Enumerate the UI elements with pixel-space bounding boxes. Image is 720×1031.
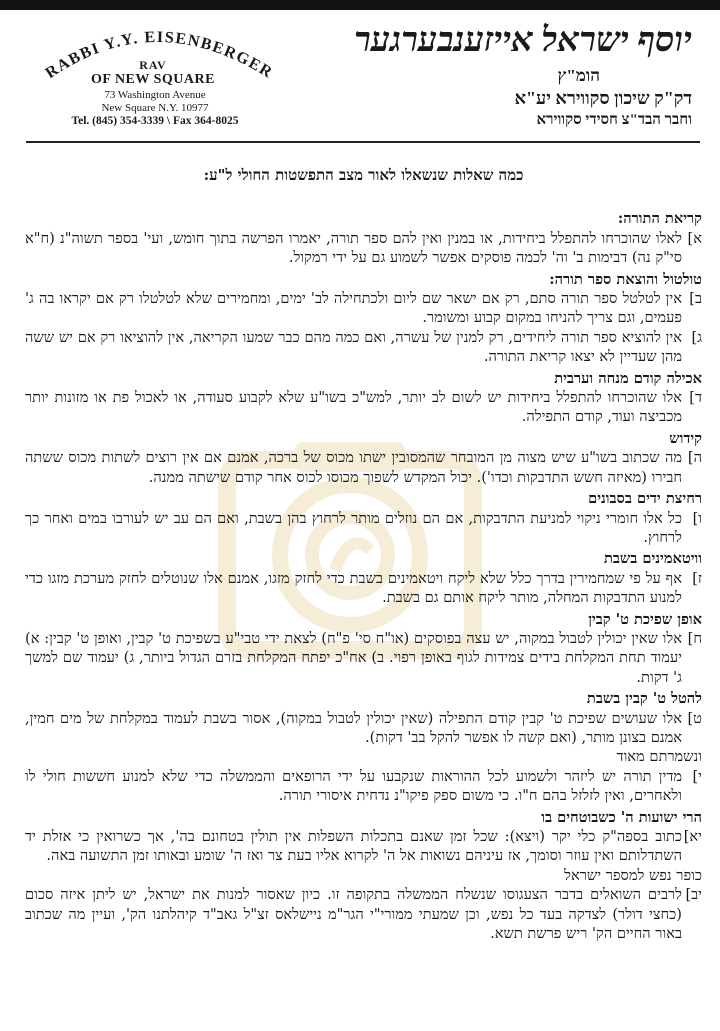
paragraph (25, 767, 702, 806)
paragraph-marker: ו] (692, 509, 702, 527)
section-title: אופן שפיכת ט' קבין (588, 610, 702, 628)
paragraph (25, 229, 702, 268)
english-address-line2: New Square N.Y. 10977 (101, 102, 209, 114)
paragraph-marker: יב] (685, 886, 702, 904)
section-title: קידוש (669, 429, 702, 447)
paragraph-marker: ט] (687, 709, 702, 727)
paragraph-text: אלו שהוכרחו להתפלל ביחידות יש לשום לב יותר, למש"כ בשו"ע שלא לקבוע סעודה, או לאכול פת או מזונות יותר מכביצה ועוד, קודם התפילה. (25, 389, 682, 426)
hebrew-member: וחבר הבד"צ חסידי סקווירא (536, 112, 692, 128)
top-bar (0, 0, 720, 10)
hebrew-position: דק"ק שיכון סקווירא יע"א (514, 88, 692, 108)
english-town: OF NEW SQUARE (91, 72, 215, 87)
hebrew-title: הומ"ץ (557, 66, 600, 85)
paragraph (25, 569, 702, 608)
paragraph-marker: ג] (691, 328, 702, 346)
paragraph-marker: י] (692, 767, 702, 785)
paragraph (25, 509, 702, 548)
paragraph-text: מדין תורה יש ליזהר ולשמוע לכל ההוראות שנקבעו על ידי הרופאים והממשלה כדי שלא למנוע חששות חולי לו ולאחרים, ואין לזלזל בהם ח"ו. כי משום ספק פיקו"נ נדחית איסורי תורה. (25, 767, 682, 805)
paragraph-marker: ב] (689, 290, 702, 308)
english-letterhead (40, 18, 290, 138)
letterhead-divider (26, 141, 700, 143)
hebrew-letterhead (354, 16, 692, 138)
section-title: אכילה קודם מנחה וערבית (554, 369, 702, 387)
paragraph-marker: ה] (687, 449, 702, 467)
paragraph-text: כל אלו חומרי ניקוי למניעת התדבקות, אם הם נוזלים מותר לרחוץ בהן בשבת, ואם הם עב יש לעורבו במים ואחר כך לרחוץ. (25, 509, 682, 546)
paragraph (25, 827, 702, 866)
english-name: RABBI Y.Y. EISENBERGER (42, 28, 277, 78)
paragraph-text: כתוב בספה"ק כלי יקר (ויצא): שכל זמן שאנם בתכלות השפלות אין תולין בטחונם בה', אך כשרואין כי אזלת יד השתדלותם ואין עוזר וסומך, אז עיניהם נשואות אל ה' לקרוא אליו בעת צר ואז ה' שומע ובאותו זמן התשועה באה. (25, 828, 682, 865)
paragraph-marker: ז] (692, 569, 702, 587)
english-phone-fax: Tel. (845) 354-3339 \ Fax 364-8025 (71, 115, 239, 127)
paragraph-marker: א] (687, 229, 702, 247)
section-subtitle: כופר נפש למספר ישראל (564, 866, 702, 884)
section-title: רחיצת ידים בסבונים (588, 490, 702, 508)
section-title: טולטול והוצאת ספר תורה: (549, 270, 702, 288)
paragraph-marker: ח] (687, 629, 702, 647)
paragraph (25, 289, 702, 328)
document-title: כמה שאלות שנשאלו לאור מצב התפשטות החולי ל"ע: (203, 166, 524, 184)
section-title: הרי ישועות ה' כשבוטחים בו (541, 808, 702, 826)
hebrew-name: יוסף ישראל אייזענבערגער (354, 22, 692, 59)
section-title: להטל ט' קבין בשבת (586, 690, 702, 708)
document-body (25, 166, 702, 943)
paragraph (25, 629, 702, 687)
letterhead (0, 10, 720, 142)
paragraph-text: מה שכתוב בשו"ע שיש מצוה מן המובחר שהמסובין ישתו מכוס של ברכה, אמנם אם אין רוצים לשתות מכוס ששתה חבירו (מאיזה חשש התדבקות וכדו'). יכול המקדש לשפוך מכוסו לכוס אחר קודם שישתה ממנה. (25, 449, 682, 486)
section-subtitle: ונשמרתם מאוד (616, 748, 702, 766)
paragraph-text: אין לטלטל ספר תורה סתם, רק אם ישאר שם ליום ולכתחילה לב' ימים, ומחמירים שלא לטלטלו רק אם יקראו בה ג' פעמים, וגם צריך להניחו במקום קבוע ומשומר. (25, 290, 682, 327)
paragraph (25, 388, 702, 427)
paragraph (25, 328, 702, 367)
paragraph-text: לאלו שהוכרחו להתפלל ביחידות, או במנין ואין להם ספר תורה, יאמרו הפרשה בתוך חומש, ועי' בספר תשוה"נ (ח"א סי"ק נה) דבימות ב' וה' לכמה פוסקים אפשר לשמוע גם על ידי רמקול. (25, 229, 682, 267)
paragraph-text: אף על פי שמחמירין בדרך כלל שלא ליקח ויטאמינים בשבת כדי לחזק מזגו, אמנם אלו שנוטלים לחזק מערכת מזגו כדי למנוע התדבקות המחלה, מותר ליקח אותם גם בשבת. (25, 569, 682, 607)
paragraph-text: לרבים השואלים בדבר הצעגוסו שנשלח הממשלה בתקופה זו. כיון שאסור למנות את ישראל, יש ליתן איזה סכום (כחצי דולר) לצדקה בעד כל נפש, וכן שמעתי ממורי"י הגר"מ ניישלאס זצ"ל גאב"ד קיהלתנו הק', ועיין מה שכתוב באור החיים הק' ריש פרשת תשא. (25, 886, 682, 943)
paragraph-marker: יא] (683, 828, 702, 845)
english-rav: RAV (139, 58, 167, 72)
paragraph (25, 709, 702, 748)
paragraph-text: אלו שעושים שפיכת ט' קבין קודם התפילה (שאין יכולין לטבול במקוה), אסור בשבת לעמוד במקלחת של מים חמין, אמנם בצונן מותר, (ואם קשה לו אפשר להקל בב' דקות). (25, 709, 682, 746)
paragraph-text: אין להוציא ספר תורה ליחידים, רק למנין של עשרה, ואם כמה מהם כבר שמעו הקריאה, אין להוציאו רק אם יש ששה מהן שעדיין לא יצאו קריאת התורה. (25, 328, 682, 366)
english-address-line1: 73 Washington Avenue (104, 89, 206, 101)
section-title: קריאת התורה: (617, 210, 702, 228)
paragraph (25, 885, 702, 943)
section-title: וויטאמינים בשבת (603, 550, 702, 568)
paragraph (25, 448, 702, 487)
paragraph-text: אלו שאין יכולין לטבול במקוה, יש עצה בפוסקים (או"ח סי' פ"ח) לצאת ידי טבי"ע בשפיכת ט' קבין, ואופן ט' קבין: א) יעמוד תחת המקלחת בידים צמידות לגוף באופן רפוי. ב) אח"כ יפתח המקלחת בזרם הגדול ביותר, ג) יעמוד שם למשך ג' דקות. (25, 629, 682, 686)
paragraph-marker: ד] (689, 389, 702, 407)
